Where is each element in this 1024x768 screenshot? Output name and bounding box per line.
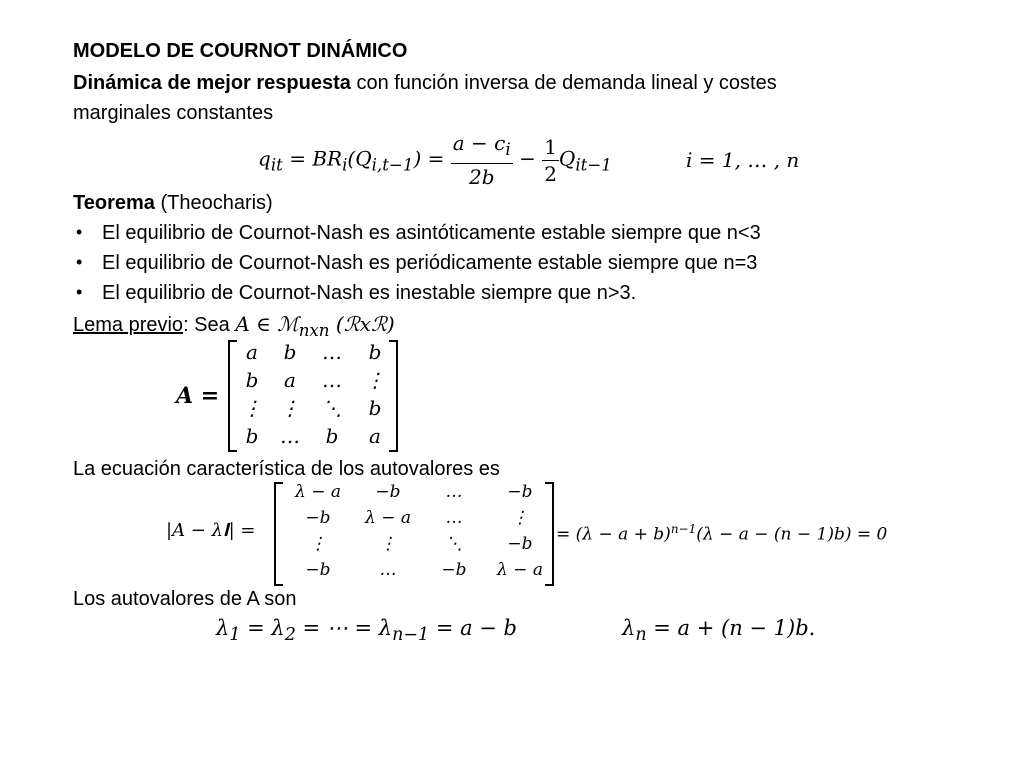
- matrix-cell: −b: [507, 534, 533, 554]
- frac1-num-sub: i: [505, 140, 511, 159]
- lemma-math: A ∈ ℳ: [235, 312, 299, 336]
- eigenvalues-text: Los autovalores de A son: [73, 588, 297, 610]
- eq-arg-post: ) =: [413, 146, 445, 171]
- eig-l2: = λ: [240, 616, 285, 640]
- char-eq-rhs: [556, 522, 887, 545]
- matrix-cell: b: [283, 340, 297, 364]
- lemma-rest: : Sea: [183, 314, 236, 336]
- bullet-icon: •: [76, 252, 83, 272]
- eig-l2-sub: 2: [284, 625, 296, 646]
- theorem-bullet-3: El equilibrio de Cournot-Nash es inestable siempre que n>3.: [102, 282, 637, 304]
- intro-bold: Dinámica de mejor respuesta: [73, 72, 351, 94]
- eig-ln1-post: = a − b: [429, 616, 517, 640]
- eq-minus: −: [519, 146, 536, 171]
- matrix-cell: …: [322, 368, 342, 392]
- slide-title: MODELO DE COURNOT DINÁMICO: [73, 40, 408, 62]
- matrix-cell: ⋮: [511, 508, 529, 528]
- matrix-cell: −b: [375, 482, 401, 502]
- eq-arg-sub: i,t−1: [371, 155, 414, 175]
- matrix-cell: −b: [305, 508, 331, 528]
- bullet-icon: •: [76, 282, 83, 302]
- lemma-label: Lema previo: [73, 314, 184, 336]
- matrix-cell: ⋱: [445, 534, 463, 554]
- matrix-cell: −b: [507, 482, 533, 502]
- eq-br: = BR: [282, 146, 343, 171]
- frac2-den: 2: [544, 161, 557, 186]
- eig-ln-sub: n: [635, 625, 647, 646]
- eigenvalues-equation-2: [622, 616, 815, 645]
- theorem-bullet-2: El equilibrio de Cournot-Nash es periódicamente estable siempre que n=3: [102, 252, 758, 274]
- bullet-icon: •: [76, 222, 83, 242]
- theorem-bullet-1: El equilibrio de Cournot-Nash es asintóticamente estable siempre que n<3: [102, 222, 761, 244]
- frac2-num: 1: [544, 134, 557, 159]
- matrix-cell: λ − a: [295, 482, 341, 502]
- intro-line-2: marginales constantes: [73, 102, 274, 124]
- char-matrix-lhs: |A − λ𝐈| =: [166, 520, 256, 541]
- index-range: i = 1, … , n: [686, 148, 800, 172]
- eq-q: q: [258, 146, 271, 171]
- eig-ln1-sub: n−1: [392, 625, 430, 646]
- lemma-math-post: (ℛxℛ): [329, 312, 395, 336]
- fraction-one-half: [542, 134, 559, 187]
- char-matrix: [274, 482, 554, 586]
- matrix-cell: …: [322, 340, 342, 364]
- theorem-rest: (Theocharis): [154, 192, 273, 214]
- eig-l1-sub: 1: [229, 625, 241, 646]
- matrix-a: [228, 340, 398, 452]
- matrix-cell: …: [445, 508, 463, 528]
- eigenvalues-equation-1: [216, 616, 517, 645]
- eig-ln: λ: [622, 616, 636, 640]
- intro-line-1: [73, 70, 777, 96]
- matrix-cell: b: [245, 424, 259, 448]
- eq-tail: Q: [558, 146, 576, 171]
- matrix-cell: λ − a: [497, 560, 543, 580]
- matrix-cell: ⋮: [365, 368, 385, 392]
- matrix-cell: ⋮: [309, 534, 327, 554]
- eq-q-sub: it: [270, 155, 283, 175]
- matrix-cell: −b: [441, 560, 467, 580]
- matrix-cell: −b: [305, 560, 331, 580]
- eq-tail-sub: it−1: [575, 155, 612, 175]
- matrix-cell: a: [246, 340, 258, 364]
- frac1-den: 2b: [468, 165, 495, 189]
- char-eq-text: La ecuación característica de los autovalores es: [73, 458, 500, 480]
- matrix-cell: b: [245, 368, 259, 392]
- matrix-cell: b: [368, 340, 382, 364]
- best-response-equation: [258, 130, 612, 190]
- matrix-cell: b: [325, 424, 339, 448]
- eig-l1: λ: [216, 616, 230, 640]
- rhs-sup: n−1: [670, 522, 697, 536]
- matrix-cell: λ − a: [365, 508, 411, 528]
- matrix-cell: ⋮: [379, 534, 397, 554]
- eig-ln-post: = a + (n − 1)b.: [646, 616, 816, 640]
- matrix-cell: ⋱: [322, 396, 342, 420]
- matrix-cell: …: [280, 424, 300, 448]
- matrix-cell: b: [368, 396, 382, 420]
- matrix-cell: ⋮: [242, 396, 262, 420]
- eq-br-sub: i: [342, 155, 348, 175]
- matrix-cell: a: [284, 368, 296, 392]
- rhs-post: (λ − a − (n − 1)b) = 0: [696, 524, 888, 545]
- theorem-heading: [73, 190, 273, 216]
- matrix-cell: …: [379, 560, 397, 580]
- matrix-cell: a: [369, 424, 381, 448]
- rhs-part: = (λ − a + b): [556, 524, 671, 545]
- matrix-a-label: A =: [176, 383, 220, 409]
- left-bracket: [274, 482, 283, 586]
- matrix-cell: …: [445, 482, 463, 502]
- eq-arg-pre: (Q: [347, 146, 372, 171]
- matrix-cell: ⋮: [280, 396, 300, 420]
- frac1-num: a − c: [452, 131, 506, 155]
- fraction-a-minus-c: [451, 130, 513, 190]
- eig-ln1: = ⋯ = λ: [295, 616, 393, 640]
- theorem-bold: Teorema: [73, 192, 155, 214]
- intro-rest-1: con función inversa de demanda lineal y costes: [350, 72, 777, 94]
- lemma-math-sub: nxn: [298, 321, 330, 340]
